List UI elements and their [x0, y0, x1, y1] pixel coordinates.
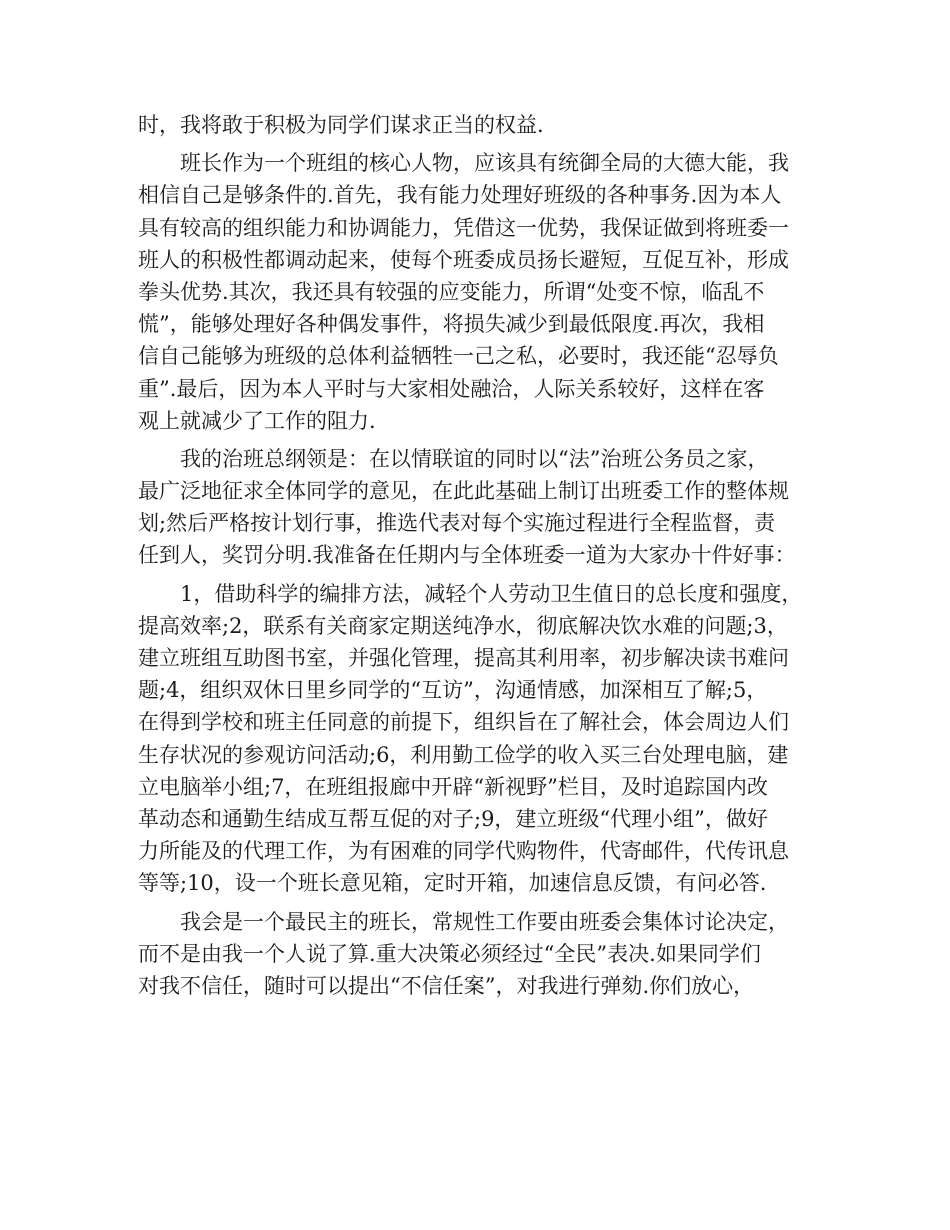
text-line: 慌”，能够处理好各种偶发事件，将损失减少到最低限度.再次，我相 [138, 312, 765, 337]
text-line: 我的治班总纲领是：在以情联谊的同时以“法”治班公务员之家， [138, 446, 769, 471]
text-line: 建立班组互助图书室，并强化管理，提高其利用率，初步解决读书难问 [138, 646, 789, 670]
text-line: 生存状况的参观访问活动;6，利用勤工俭学的收入买三台处理电脑，建 [138, 742, 789, 767]
text-line: 划;然后严格按计划行事，推选代表对每个实施过程进行全程监督，责 [138, 511, 776, 536]
text-line: 具有较高的组织能力和协调能力，凭借这一优势，我保证做到将班委一 [138, 215, 789, 240]
body-text [138, 109, 828, 1002]
text-line: 重”.最后，因为本人平时与大家相处融洽，人际关系较好，这样在客 [138, 376, 765, 401]
text-line: 我会是一个最民主的班长，常规性工作要由班委会集体讨论决定， [138, 909, 789, 934]
text-line: 拳头优势.其次，我还具有较强的应变能力，所谓“处变不惊，临乱不 [138, 279, 765, 304]
text-line: 班人的积极性都调动起来，使每个班委成员扬长避短，互促互补，形成 [138, 247, 789, 272]
text-line: 提高效率;2，联系有关商家定期送纯净水，彻底解决饮水难的问题;3， [138, 613, 788, 638]
text-line: 而不是由我一个人说了算.重大决策必须经过“全民”表决.如果同学们 [138, 941, 761, 966]
text-line: 观上就减少了工作的阻力. [138, 408, 376, 433]
text-line: 信自己能够为班级的总体利益牺牲一己之私，必要时，我还能“忍辱负 [138, 344, 779, 369]
text-line: 题;4，组织双休日里乡同学的“互访”，沟通情感，加深相互了解;5， [138, 678, 768, 703]
text-line: 等等;10，设一个班长意见箱，定时开箱，加速信息反馈，有问必答. [138, 871, 767, 896]
text-line: 班长作为一个班组的核心人物，应该具有统御全局的大德大能，我 [138, 151, 789, 176]
text-line: 相信自己是够条件的.首先，我有能力处理好班级的各种事务.因为本人 [138, 183, 782, 208]
text-line: 在得到学校和班主任同意的前提下，组织旨在了解社会，体会周边人们 [138, 710, 789, 735]
text-line: 时，我将敢于积极为同学们谋求正当的权益. [138, 113, 544, 137]
text-line: 立电脑举小组;7，在班组报廊中开辟“新视野”栏目，及时追踪国内改 [138, 774, 768, 799]
text-line: 革动态和通勤生结成互帮互促的对子;9，建立班级“代理小组”，做好 [138, 806, 768, 831]
text-line: 任到人，奖罚分明.我准备在任期内与全体班委一道为大家办十件好事： [138, 543, 796, 568]
text-line: 最广泛地征求全体同学的意见，在此此基础上制订出班委工作的整体规 [138, 479, 789, 504]
text-line: 力所能及的代理工作，为有困难的同学代购物件，代寄邮件，代传讯息 [138, 839, 789, 864]
text-line: 对我不信任，随时可以提出“不信任案”，对我进行弹劾.你们放心， [138, 973, 755, 998]
text-line: 1，借助科学的编排方法，减轻个人劳动卫生值日的总长度和强度， [138, 581, 803, 606]
